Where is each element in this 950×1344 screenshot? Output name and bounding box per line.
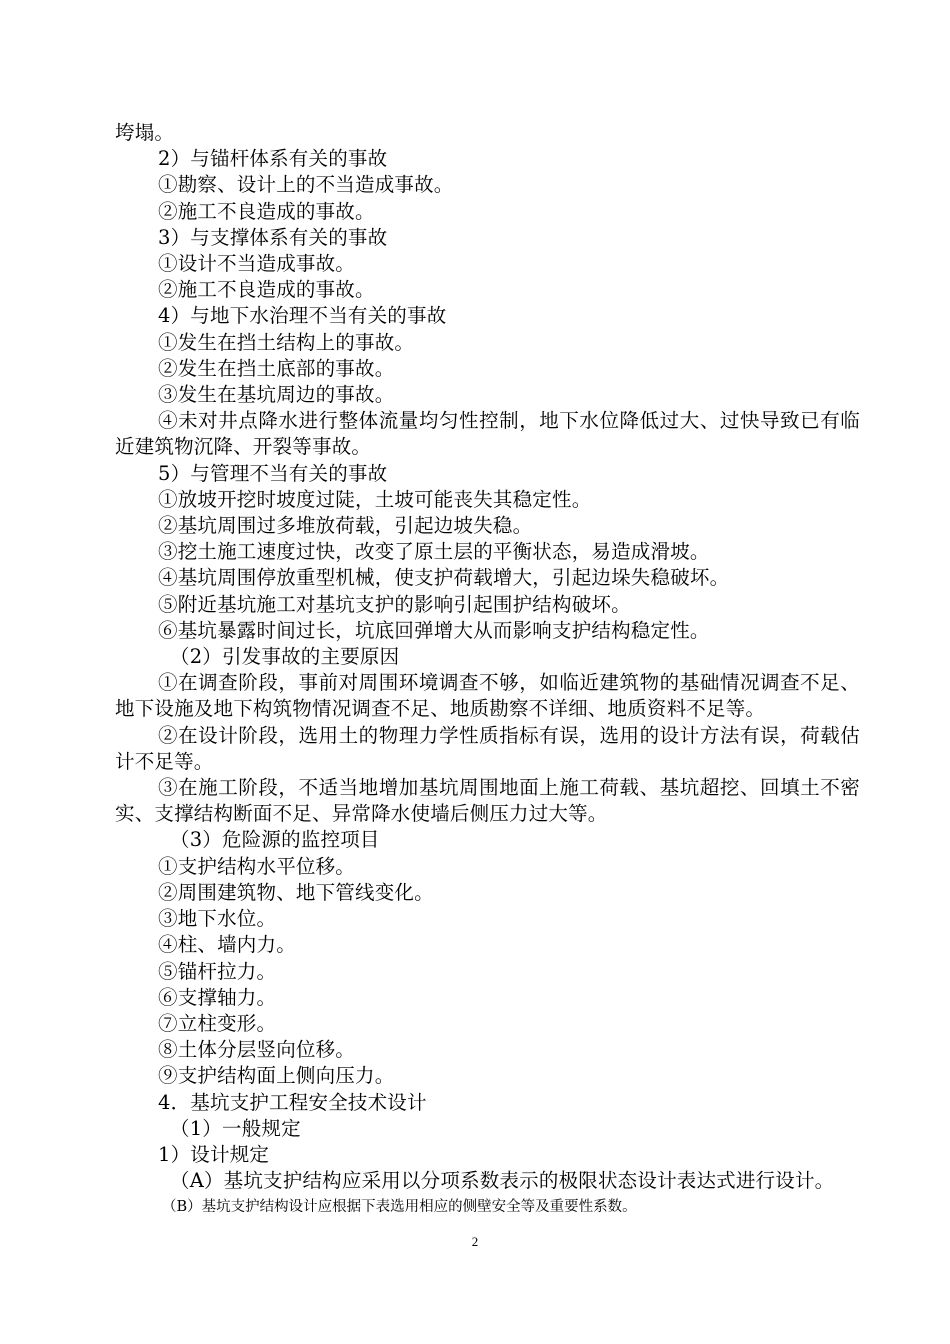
text-line: 垮塌。 [115, 121, 175, 144]
section-heading: 4．基坑支护工程安全技术设计 [158, 1090, 427, 1114]
section-heading: 1）设计规定 [158, 1142, 270, 1166]
text-line: ⑤锚杆拉力。 [158, 959, 277, 983]
text-paragraph: （A）基坑支护结构应采用以分项系数表示的极限状态设计表达式进行设计。 [170, 1169, 835, 1193]
text-line: ②基坑周围过多堆放荷载，引起边坡失稳。 [158, 514, 533, 538]
text-line: ①勘察、设计上的不当造成事故。 [158, 173, 454, 197]
text-line: ②周围建筑物、地下管线变化。 [158, 880, 434, 904]
document-body [115, 120, 860, 1194]
text-line: ①放坡开挖时坡度过陡，土坡可能丧失其稳定性。 [158, 487, 592, 511]
text-line: ⑥支撑轴力。 [158, 985, 277, 1009]
text-paragraph: ②在设计阶段，选用土的物理力学性质指标有误，选用的设计方法有误，荷载估计不足等。 [115, 723, 860, 773]
text-line: ②发生在挡土底部的事故。 [158, 356, 395, 380]
text-line: ③挖土施工速度过快，改变了原土层的平衡状态，易造成滑坡。 [158, 540, 710, 564]
section-heading: （1）一般规定 [170, 1116, 301, 1140]
text-line: ③发生在基坑周边的事故。 [158, 383, 395, 407]
text-line: ②施工不良造成的事故。 [158, 199, 375, 223]
text-line: 2）与锚杆体系有关的事故 [158, 147, 388, 171]
text-line: ①发生在挡土结构上的事故。 [158, 330, 415, 354]
text-line: 4）与地下水治理不当有关的事故 [158, 304, 447, 328]
text-line: ①支护结构水平位移。 [158, 854, 356, 878]
text-line: ④柱、墙内力。 [158, 933, 296, 957]
text-line: ③地下水位。 [158, 907, 277, 931]
text-paragraph: ④未对井点降水进行整体流量均匀性控制，地下水位降低过大、过快导致已有临近建筑物沉降、开裂等事故。 [115, 409, 860, 459]
section-heading: （2）引发事故的主要原因 [170, 645, 400, 669]
text-line: 3）与支撑体系有关的事故 [158, 225, 388, 249]
text-line: ②施工不良造成的事故。 [158, 278, 375, 302]
page-number: 2 [471, 1234, 479, 1249]
text-line: ⑧土体分层竖向位移。 [158, 1038, 356, 1062]
text-paragraph: ①在调查阶段，事前对周围环境调查不够，如临近建筑物的基础情况调查不足、地下设施及地下构筑物情况调查不足、地质勘察不详细、地质资料不足等。 [115, 671, 860, 721]
text-line: 5）与管理不当有关的事故 [158, 461, 388, 485]
text-line: ⑦立柱变形。 [158, 1011, 277, 1035]
text-line: ④基坑周围停放重型机械，使支护荷载增大，引起边垛失稳破坏。 [158, 566, 730, 590]
section-heading: （3）危险源的监控项目 [170, 828, 380, 852]
text-line: ①设计不当造成事故。 [158, 252, 356, 276]
text-paragraph: ③在施工阶段，不适当地增加基坑周围地面上施工荷载、基坑超挖、回填土不密实、支撑结构断面不足、异常降水使墙后侧压力过大等。 [115, 776, 860, 826]
text-line: ⑥基坑暴露时间过长，坑底回弹增大从而影响支护结构稳定性。 [158, 618, 710, 642]
text-line: ⑤附近基坑施工对基坑支护的影响引起围护结构破坏。 [158, 592, 631, 616]
text-line: ⑨支护结构面上侧向压力。 [158, 1064, 395, 1088]
table-caption-note: （B）基坑支护结构设计应根据下表选用相应的侧壁安全等及重要性系数。 [162, 1199, 637, 1215]
